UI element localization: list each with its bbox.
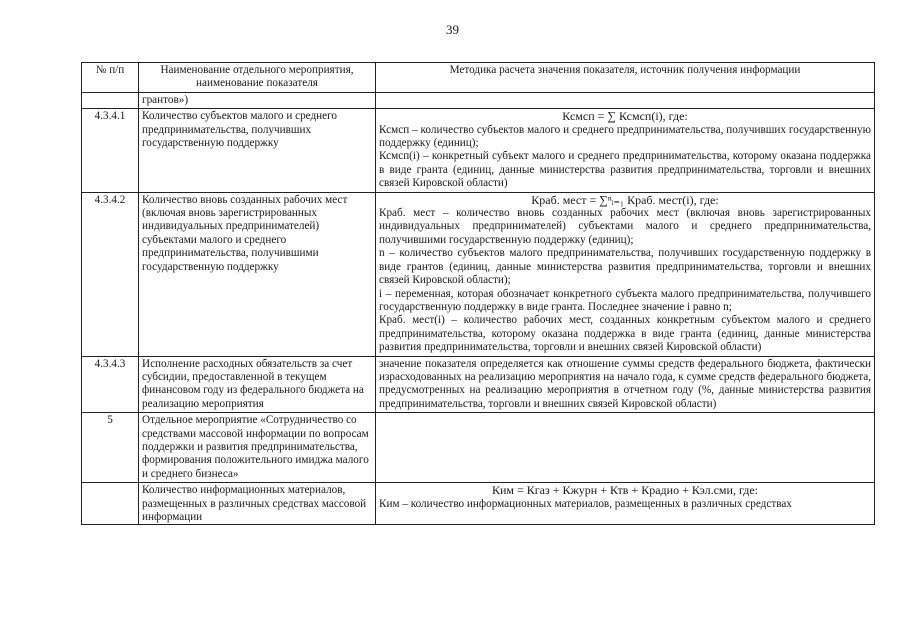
- row-number: 4.3.4.3: [82, 356, 139, 413]
- table-row: [82, 483, 875, 525]
- method-paragraph: Ксмсп(i) – конкретный субъект малого и среднего предпринимательства, которому оказана поддержка в виде гранта (единиц, данные министерства развития предпринимательства, торговли и внешних связей Кировской области): [379, 150, 871, 190]
- table-row: [82, 192, 875, 356]
- row-method: [376, 192, 875, 356]
- row-method: [376, 413, 875, 483]
- table-row: [82, 92, 875, 108]
- row-method: [376, 356, 875, 413]
- row-method: [376, 109, 875, 192]
- method-paragraph: Краб. мест(i) – количество рабочих мест, созданных конкретным субъектом малого и среднего предпринимательства, которому оказана поддержка в виде гранта (единиц, данные министерства развития предпринимательства, торговли и внешних связей Кировской области): [379, 314, 871, 354]
- row-formula: Краб. мест = ∑ⁿᵢ₌₁ Краб. мест(i), где:: [531, 192, 719, 207]
- page-number: 39: [446, 22, 459, 37]
- table-header-row: [82, 63, 875, 93]
- header-number: № п/п: [82, 63, 139, 93]
- row-name: грантов»): [139, 92, 376, 108]
- row-name: Отдельное мероприятие «Сотрудничество со средствами массовой информации по вопросам поддержки и развития предпринимательства, формирования положительного имиджа малого и среднего бизнеса»: [139, 413, 376, 483]
- row-number: 4.3.4.2: [82, 192, 139, 356]
- table-row: [82, 109, 875, 192]
- row-name: Количество информационных материалов, размещенных в различных средствах массовой информации: [139, 483, 376, 525]
- header-method: Методика расчета значения показателя, источник получения информации: [376, 63, 875, 93]
- row-number: 4.3.4.1: [82, 109, 139, 192]
- row-method: [376, 92, 875, 108]
- method-paragraph: значение показателя определяется как отношение суммы средств федерального бюджета, фактически израсходованных на реализацию мероприятия на начало года, к сумме средств федерального бюджета, предусмотренных на реализацию мероприятия в отчетном году (%, данные министерства развития предпринимательства, торговли и внешних связей Кировской области): [379, 357, 871, 410]
- row-name: Количество вновь созданных рабочих мест (включая вновь зарегистрированных индивидуальных предпринимателей) субъектами малого и среднего предпринимательства, получившими государственную поддержку: [139, 192, 376, 356]
- method-paragraph: Ксмсп – количество субъектов малого и среднего предпринимательства, получивших государственную поддержку (единиц);: [379, 123, 871, 150]
- header-name: Наименование отдельного мероприятия, наименование показателя: [139, 63, 376, 93]
- row-number: [82, 92, 139, 108]
- table-row: [82, 356, 875, 413]
- row-formula: Ким = Кгаз + Кжурн + Ктв + Крадио + Кэл.сми, где:: [491, 483, 759, 498]
- method-paragraph: n – количество субъектов малого предпринимательства, получивших государственную поддержку в виде грантов (единиц, данные министерства развития предпринимательства, торговли и внешних связей Кировской области);: [379, 247, 871, 287]
- indicators-table: [81, 62, 875, 525]
- row-number: [82, 483, 139, 525]
- method-paragraph: Ким – количество информационных материалов, размещенных в различных средствах: [379, 497, 792, 510]
- row-formula: Ксмсп = ∑ Ксмсп(i), где:: [562, 109, 688, 124]
- table-row: [82, 413, 875, 483]
- row-method: [376, 483, 875, 525]
- row-name: Количество субъектов малого и среднего предпринимательства, получивших государственную поддержку: [139, 109, 376, 192]
- method-paragraph: i – переменная, которая обозначает конкретного субъекта малого предпринимательства, получившего государственную поддержку в виде гранта. Последнее значение i равно n;: [379, 287, 871, 313]
- row-number: 5: [82, 413, 139, 483]
- method-paragraph: Краб. мест – количество вновь созданных рабочих мест (включая вновь зарегистрированных индивидуальных предпринимателей) субъектами малого и среднего предпринимательства, получившими государственную поддержку (единиц);: [379, 207, 871, 246]
- row-name: Исполнение расходных обязательств за счет субсидии, предоставленной в текущем финансовом году из федерального бюджета на реализацию мероприятия: [139, 356, 376, 413]
